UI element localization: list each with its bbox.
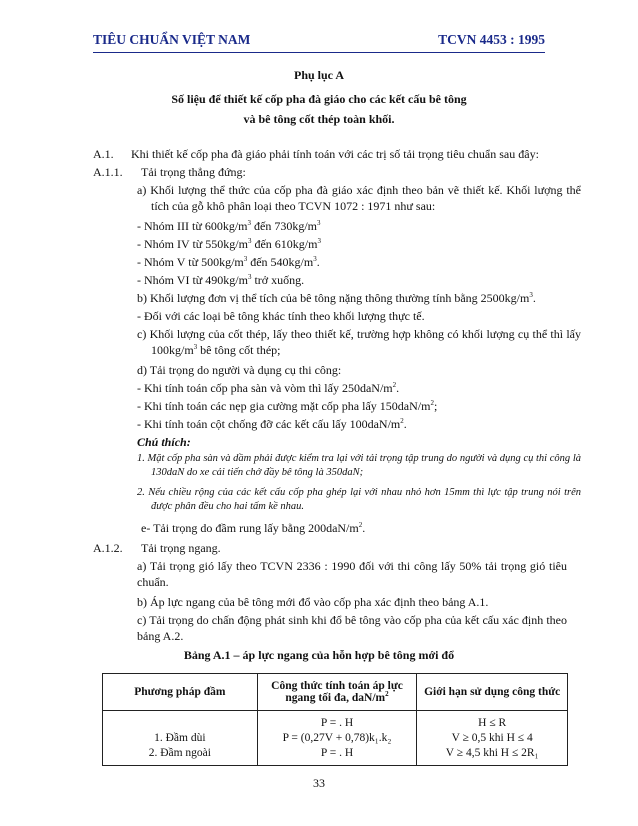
table-title: Bảng A.1 – áp lực ngang của hỗn hợp bê tông mới đổ	[183, 648, 455, 662]
section-a1-number: A.1.	[93, 147, 114, 161]
item-a12-wind: a) Tải trọng gió lấy theo TCVN 2336 : 1990 đối với thi công lấy 50% tải trọng gió tiêu chuẩn.	[137, 559, 567, 589]
wood-group-iv: - Nhóm IV từ $550kg/m^3$ đến $610kg/m^3$	[137, 237, 321, 251]
item-a-wood-weight: a) Khối lượng thể thức của cốp pha đà giáo xác định theo bản vẽ thiết kế. Khối lượng thể tích của gỗ khô phân loại theo TCVN 1072 : 1971 như sau:	[137, 183, 581, 213]
item-a12-vibration: c) Tải trọng do chấn động phát sinh khi đổ bê tông vào cốp pha của kết cấu xác định theo bảng A.2.	[137, 613, 567, 643]
section-a1-text: Khi thiết kế cốp pha đà giáo phải tính toán với các trị số tải trọng tiêu chuẩn sau đây:	[131, 147, 539, 161]
wood-group-vi: - Nhóm VI từ $490kg/m^3$ trở xuống.	[137, 273, 305, 287]
header-standard-name: TIÊU CHUẨN VIỆT NAM	[93, 32, 251, 47]
item-d-stiffeners: - Khi tính toán các nẹp gia cường mặt cốp pha lấy $150daN/m^2$;	[137, 399, 438, 413]
header-method: Phương pháp đầm	[103, 674, 258, 711]
item-e-vibration-load: e- Tải trọng do đầm rung lấy bằng $200daN/m^2$.	[141, 521, 366, 535]
cell-limits: H ≤ R V ≥ 0,5 khi H ≤ 4 V ≥ 4,5 khi H ≤ 2R₁	[417, 711, 568, 766]
section-a11-number: A.1.1.	[93, 165, 123, 179]
header-limit: Giới hạn sử dụng công thức	[417, 674, 568, 711]
item-d-props: - Khi tính toán cột chống đỡ các kết cấu lấy $100daN/m^2$.	[137, 417, 407, 431]
appendix-title: Phụ lục A	[293, 68, 344, 82]
appendix-subtitle-1: Số liệu để thiết kế cốp pha đà giáo cho các kết cấu bê tông	[171, 92, 467, 106]
pressure-table	[102, 673, 568, 766]
section-a11-text: Tải trọng thẳng đứng:	[141, 165, 246, 179]
table-row	[103, 711, 568, 766]
header-formula: Công thức tính toán áp lực ngang tối đa, daN/$m^2$	[257, 674, 417, 711]
note-heading: Chú thích:	[137, 435, 191, 449]
page-number: 33	[313, 776, 325, 790]
section-a12-number: A.1.2.	[93, 541, 123, 555]
item-b-concrete-weight: b) Khối lượng đơn vị thể tích của bê tông nặng thông thường tính bằng $2500kg/m^3$.	[137, 291, 536, 305]
appendix-subtitle-2: và bê tông cốt thép toàn khối.	[243, 112, 395, 126]
header-standard-code: TCVN 4453 : 1995	[438, 32, 545, 47]
page-header	[93, 30, 545, 53]
item-c-steel-weight: c) Khối lượng của cốt thép, lấy theo thiết kế, trường hợp không có khối lượng cụ thể thì lấy $100kg/m^3$ bê tông cốt thép;	[137, 327, 581, 357]
item-d-floor-formwork: - Khi tính toán cốp pha sàn và vòm thì lấy $250daN/m^2$.	[137, 381, 400, 395]
item-a12-pressure: b) Áp lực ngang của bê tông mới đổ vào cốp pha xác định theo bảng A.1.	[137, 595, 489, 609]
wood-group-v: - Nhóm V từ $500kg/m^3$ đến $540kg/m^3$.	[137, 255, 320, 269]
wood-group-iii: - Nhóm III từ $600kg/m^3$ đến $730kg/m^3$	[137, 219, 321, 233]
cell-methods: 1. Đầm dùi 2. Đầm ngoài	[103, 711, 258, 766]
note-1: 1. Mặt cốp pha sàn và dầm phải được kiểm tra lại với tải trọng tập trung do người và dụng cụ thi công là 130daN do xe cải tiến chở đầy bê tông là 350daN;	[137, 453, 581, 478]
item-b-other-concrete: - Đối với các loại bê tông khác tính theo khối lượng thực tế.	[137, 309, 425, 323]
note-2: 2. Nếu chiều rộng của các kết cấu cốp pha ghép lại với nhau nhỏ hơn 15mm thì lực tập trung nói trên được phân đều cho hai tấm kề nhau.	[137, 487, 581, 512]
table-header-row	[103, 674, 568, 711]
section-a12-text: Tải trọng ngang.	[141, 541, 221, 555]
cell-formulas: P = . H P = (0,27V + 0,78)k₁.k₂ P = . H	[257, 711, 417, 766]
item-d-worker-load: d) Tải trọng do người và dụng cụ thi công:	[137, 363, 342, 377]
